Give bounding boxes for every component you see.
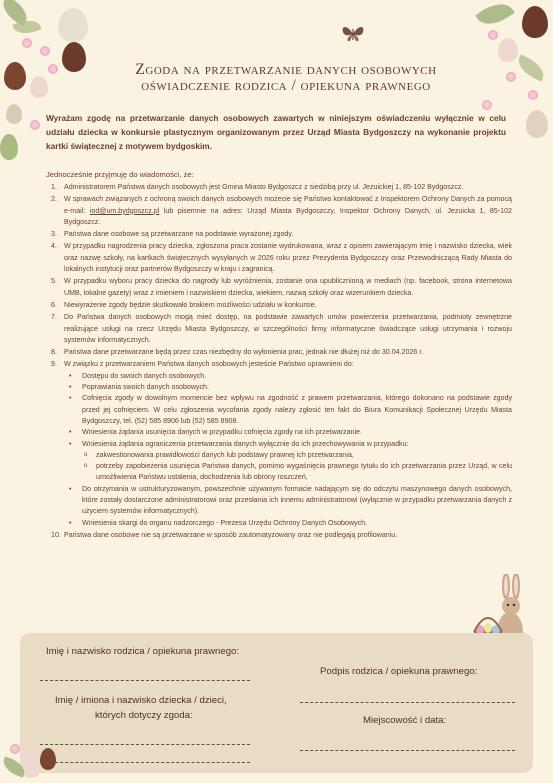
easter-egg-icon xyxy=(0,134,18,160)
restriction-cases-list xyxy=(82,450,512,484)
rights-item: • Poprawiania swoich danych osobowych. xyxy=(64,382,512,393)
acknowledgement-heading: Jednocześnie przyjmuję do wiadomości, że: xyxy=(46,170,194,179)
rights-item: • Wniesienia żądania ograniczenia przetwarzania danych wyłącznie do ich przechowywania w przypadku: o zakwestionowania prawidłowości danych lub podstawy prawnej ich przetwarzania, o potrzeby zapobieżenia usunięcia Państwa danych, pomimo wygaśnięcia prawnego tytułu do ich przetwarzania przez Urząd, w celu umożliwienia Państwu ustalenia, dochodzenia lub obrony roszczeń, xyxy=(64,439,512,484)
sub-rights-item: o potrzeby zapobieżenia usunięcia Państwa danych, pomimo wygaśnięcia prawnego tytułu do ich przetwarzania przez Urząd, w celu umożliwienia Państwu ustalenia, dochodzenia lub obrony roszczeń, xyxy=(82,461,512,484)
child-name-label-line1: Imię / imiona i nazwisko dziecka / dzieci, xyxy=(55,695,227,706)
bottom-left-easter-decoration xyxy=(0,730,60,783)
parent-name-label: Imię i nazwisko rodzica / opiekuna prawnego: xyxy=(46,646,240,657)
rights-item: • Wniesienia skargi do organu nadzorczego - Prezesa Urzędu Ochrony Danych Osobowych. xyxy=(64,518,512,529)
child-name-field-2[interactable] xyxy=(40,762,250,763)
place-date-field[interactable] xyxy=(300,750,515,751)
rights-item: • Wniesienia żądania usunięcia danych w przypadku cofnięcia zgody na ich przetwarzanie. xyxy=(64,427,512,438)
sub-rights-item: o zakwestionowania prawidłowości danych lub podstawy prawnej ich przetwarzania, xyxy=(82,450,512,461)
child-name-label-line2: których dotyczy zgoda: xyxy=(95,710,193,721)
easter-egg-icon xyxy=(30,76,48,98)
consent-statement: Wyrażam zgodę na przetwarzanie danych osobowych zawartych w niniejszym oświadczeniu wyłącznie w celu udziału dziecka w konkursie plastycznym organizowanym przez Urząd Miasta Bydgoszczy na wykonanie projektu kartki świątecznej z motywem bydgoskim. xyxy=(46,113,506,151)
clause-item: 10. Państwa dane osobowe nie są przetwarzane w sposób zautomatyzowany oraz nie podlegają profilowaniu. xyxy=(51,530,398,539)
signature-field[interactable] xyxy=(300,702,515,703)
easter-egg-icon xyxy=(62,42,86,72)
easter-egg-icon xyxy=(526,110,548,138)
clause-item: 3. Państwa dane osobowe są przetwarzane na podstawie wyrażonej zgody. xyxy=(51,230,294,239)
clause-item: 9. W związku z przetwarzaniem Państwa danych osobowych jesteście Państwo uprawnieni do: • Dostępu do swoich danych osobowych. • Poprawiania swoich danych osobowych. • Cofnięcia zgody w dowolnym momencie bez wpływu na zgodność z prawem przetwarzania, którego dokonano na podstawie zgody przed jej cofnięciem. W celu zgłoszenia wycofania zgody należy zgłosić ten fakt do Biura Komunikacji Społecznej Urzędu Miasta Bydgoszczy, tel. (52) 585 8906 lub (52) 585 8908. • Wniesienia żądania usunięcia danych w przypadku cofnięcia zgody na ich przetwarzanie. • Wniesienia żądania ograniczenia przetwarzania danych wyłącznie do ich przechowywania w przypadku: o zakwestionowania prawidłowości danych lub podstawy prawnej ich przetwarzania, o potrzeby zapobieżenia usunięcia Państwa danych, pomimo wygaśnięcia prawnego tytułu do ich przetwarzania przez Urząd, w celu umożliwienia Państwu ustalenia, dochodzenia lub obrony roszczeń, • Do otrzymania w ustrukturyzowanym, powszechnie używanym formacie nadającym się do odczytu maszynowego danych osobowych, które zostały dostarczone administratorowi oraz przesłania ich innemu administratorowi (wyłącznie w przypadku przetwarzania danych z użyciem systemów informatycznych). • Wniesienia skargi do organu nadzorczego - Prezesa Urzędu Ochrony Danych Osobowych. xyxy=(46,359,512,528)
clause-item: 7. Do Państwa danych osobowych mogą mieć dostęp, na podstawie zawartych umów powierzenia przetwarzania, podmioty zewnętrzne realizujące usługi na rzecz Urzędu Miasta Bydgoszczy, w szczególności firmy informatyczne świadczące usługi utrzymania i rozwoju systemów informatycznych. xyxy=(51,313,512,344)
information-clauses xyxy=(46,182,512,542)
rights-item: • Do otrzymania w ustrukturyzowanym, powszechnie używanym formacie nadającym się do odczytu maszynowego danych osobowych, które zostały dostarczone administratorowi oraz przesłania ich innemu administratorowi (wyłącznie w przypadku przetwarzania danych z użyciem systemów informatycznych). xyxy=(64,484,512,518)
clause-item: 4. W przypadku nagrodzenia pracy dziecka, zgłoszona praca zostanie wydrukowana, wraz z opisem zawierającym imię i nazwisko dziecka, wiek oraz nazwę szkoły, na kartkach świątecznych wysyłanych w 2026 roku przez Prezydenta Bydgoszczy oraz Przewodniczącą Rady Miasta do lokalnych instytucji oraz partnerów Bydgoszczy w kraju i zagranicą. xyxy=(51,242,512,274)
clause-item: 2. W sprawach związanych z ochroną swoich danych osobowych możecie się Państwo kontaktować z Inspektorem Ochrony Danych za pomocą e-mail: iod@um.bydgoszcz.pl lub pisemnie na adres: Urząd Miasta Bydgoszczy, Inspektor Ochrony Danych, ul. Jezuicka 1, 85-102 Bydgoszcz. xyxy=(51,195,512,226)
title-line-2: oświadczenie rodzica / opiekuna prawnego xyxy=(141,77,431,94)
butterfly-icon xyxy=(341,24,365,44)
place-date-label: Miejscowość i data: xyxy=(363,715,447,726)
clause-item: 8. Państwa dane przetwarzane będą przez czas niezbędny do wyłonienia prac, jednak nie dłużej niż do 30.04.2026 r. xyxy=(51,348,424,357)
rights-list xyxy=(64,371,512,529)
rights-item: • Cofnięcia zgody w dowolnym momencie bez wpływu na zgodność z prawem przetwarzania, którego dokonano na podstawie zgody przed jej cofnięciem. W celu zgłoszenia wycofania zgody należy zgłosić ten fakt do Biura Komunikacji Społecznej Urzędu Miasta Bydgoszczy, tel. (52) 585 8906 lub (52) 585 8908. xyxy=(64,393,512,427)
easter-egg-icon xyxy=(40,748,56,770)
easter-egg-icon xyxy=(4,62,26,90)
clause-item: 6. Niewyrażenie zgody będzie skutkowało brakiem możliwości udziału w konkursie. xyxy=(51,300,317,309)
rights-item: • Dostępu do swoich danych osobowych. xyxy=(64,371,512,382)
clause-item: 5. W przypadku wyboru pracy dziecka do nagrody lub wyróżnienia, zostanie ona upublicznioną w mediach (np. facebook, strona internetowa UMB, lokalne gazety) wraz z imieniem i nazwiskiem dziecka, wiekiem, nazwą szkoły oraz wizerunkiem dziecka. xyxy=(51,277,512,297)
iod-email-link[interactable]: iod@um.bydgoszcz.pl xyxy=(89,206,160,215)
parent-name-field[interactable] xyxy=(40,680,250,681)
signature-label: Podpis rodzica / opiekuna prawnego: xyxy=(320,666,478,677)
easter-egg-icon xyxy=(498,38,518,62)
easter-egg-icon xyxy=(6,104,22,124)
clause-item: 1. Administratorem Państwa danych osobowych jest Gmina Miasto Bydgoszcz z siedzibą przy ul. Jezuickiej 1, 85-102 Bydgoszcz. xyxy=(51,183,464,191)
easter-egg-icon xyxy=(58,8,88,42)
title-line-1: Zgoda na przetwarzanie danych osobowych xyxy=(135,61,437,78)
page-title xyxy=(86,62,486,94)
easter-egg-icon xyxy=(522,6,548,38)
child-name-field[interactable] xyxy=(40,744,250,745)
